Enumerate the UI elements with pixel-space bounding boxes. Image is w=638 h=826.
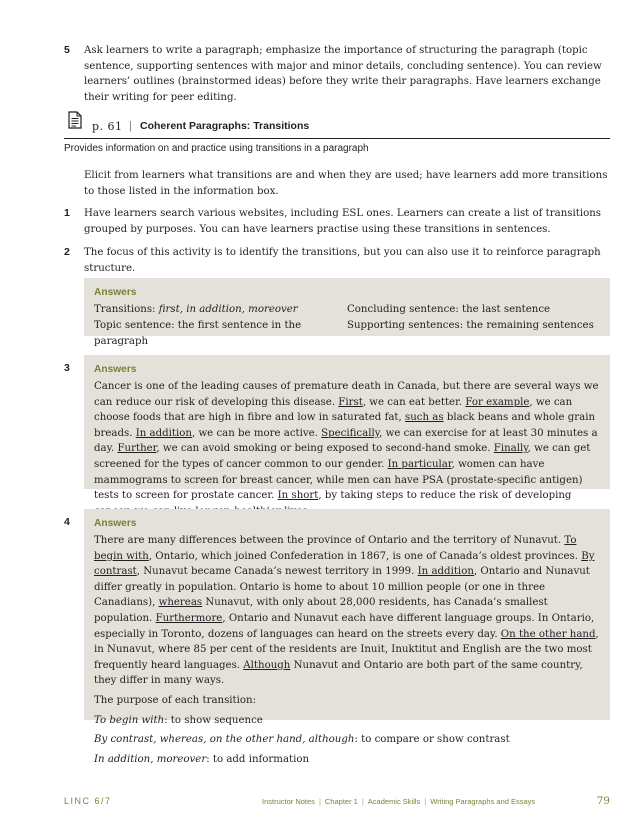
transition-word: By contrast bbox=[94, 550, 595, 578]
item-number: 2 bbox=[64, 246, 70, 258]
concluding-answer: Concluding sentence: the last sentence bbox=[347, 304, 551, 315]
topic-answer: Topic sentence: the first sentence in the paragraph bbox=[94, 320, 302, 347]
title-separator: | bbox=[129, 120, 132, 132]
page-number: 79 bbox=[596, 795, 610, 807]
item-text: The focus of this activity is to identify the transitions, but you can also use it to reinforce paragraph structure. bbox=[84, 247, 601, 274]
page-footer bbox=[64, 796, 610, 810]
footer-breadcrumb: Instructor Notes | Chapter 1 | Academic Skills | Writing Paragraphs and Essays bbox=[262, 797, 536, 806]
transition-word: Further bbox=[117, 443, 157, 455]
answers-box-2 bbox=[84, 278, 610, 347]
footer-course: LINC 6/7 bbox=[64, 796, 112, 806]
transition-word: In short bbox=[277, 490, 319, 502]
item-text: Have learners search various websites, including ESL ones. Learners can create a list of transitions grouped by purposes. You can have learners practise using these transitions in sentences. bbox=[84, 208, 602, 235]
transition-word: Furthermore bbox=[155, 612, 223, 624]
purpose-line-2: By contrast, whereas, on the other hand, although: to compare or show contrast bbox=[94, 734, 510, 746]
item-1 bbox=[64, 206, 610, 237]
item-number-3: 3 bbox=[64, 362, 70, 374]
page-reference: p. 61 bbox=[92, 120, 123, 133]
item-number: 5 bbox=[64, 44, 70, 56]
transition-word: For example bbox=[465, 396, 530, 408]
answers-box-4 bbox=[84, 509, 610, 765]
answers-title: Answers bbox=[94, 287, 137, 298]
answers-grid bbox=[94, 302, 600, 350]
transition-word: On the other hand bbox=[500, 628, 596, 640]
purpose-line-3: In addition, moreover: to add information bbox=[94, 753, 310, 765]
answers-title: Answers bbox=[94, 364, 137, 375]
transition-word: In addition bbox=[135, 427, 192, 439]
transition-word: In particular bbox=[387, 458, 452, 470]
purpose-heading: The purpose of each transition: bbox=[94, 694, 257, 706]
section-title: Coherent Paragraphs: Transitions bbox=[140, 120, 310, 132]
section-description: Provides information on and practice using transitions in a paragraph bbox=[64, 143, 369, 154]
answer-paragraph: Cancer is one of the leading causes of premature death in Canada, but there are several ways we can reduce our risk of developing this disease. First, we can eat better. For example, we can choose foods that are high in fibre and low in saturated fat, such as black beans and whole grain breads. In addition, we can be more active. Specifically, we can exercise for at least 30 minutes a day. Further, we can avoid smoking or being exposed to second-hand smoke. Finally, we can get screened for the types of cancer common to our gender. In particular, women can have mammograms to screen for breast cancer, while men can have PSA (prostate-specific antigen) tests to screen for prostate cancer. In short, by taking steps to reduce the risk of developing bbox=[94, 381, 599, 502]
item-text: Ask learners to write a paragraph; emphasize the importance of structuring the paragraph (topic sentence, supporting sentences with major and minor details, concluding sentence). You can review learners’ outlines (brainstormed ideas) before they write their paragraphs. Have learners exchange their writing for peer editing. bbox=[84, 45, 602, 103]
document-icon bbox=[68, 111, 82, 129]
transition-word: In addition bbox=[417, 566, 474, 578]
section-intro: Elicit from learners what transitions are and when they are used; have learners add more transitions to those listed in the information box. bbox=[84, 170, 608, 197]
item-number: 1 bbox=[64, 207, 70, 219]
answers-title: Answers bbox=[94, 518, 137, 529]
answers-box-3 bbox=[84, 355, 610, 502]
transition-word: Specifically bbox=[321, 427, 380, 439]
item-2 bbox=[64, 245, 610, 276]
answer-paragraph: There are many differences between the province of Ontario and the territory of Nunavut. To begin with, Ontario, which joined Confederation in 1867, is one of Canada’s oldest provinces. By contrast, Nunavut became Canada’s newest territory in 1999. In addition, Ontario and Nunavut differ greatly in population. Ontario is home to about 10 million people (or one in three Canadians), whereas Nunavut, with only about 28,000 residents, has Canada’s smallest population. Furthermore, Ontario and Nunavut each have different language groups. In Ontario, especially in Toronto, dozens of languages can heard on the streets every day. On the other hand, in Nunavut, where 85 per cent of the residents are Inuit, Inuktitut and English are the two most frequently heard languages. Although Nunavut and Ontario are both part of the same country, they differ in many ways. bbox=[94, 535, 599, 687]
item-5 bbox=[64, 43, 610, 105]
supporting-answer: Supporting sentences: the remaining sentences bbox=[347, 320, 594, 331]
transitions-answer: Transitions: first, in addition, moreover bbox=[94, 304, 298, 315]
transition-word: To begin with bbox=[94, 535, 577, 562]
section-header bbox=[64, 109, 610, 139]
transition-word: Although bbox=[243, 659, 291, 671]
purpose-line-1: To begin with: to show sequence bbox=[94, 714, 263, 726]
transition-word: Finally bbox=[493, 443, 528, 455]
transition-word: First bbox=[338, 396, 363, 408]
transition-word: such as bbox=[404, 412, 444, 424]
item-number-4: 4 bbox=[64, 516, 70, 528]
transition-word: whereas bbox=[158, 597, 203, 609]
